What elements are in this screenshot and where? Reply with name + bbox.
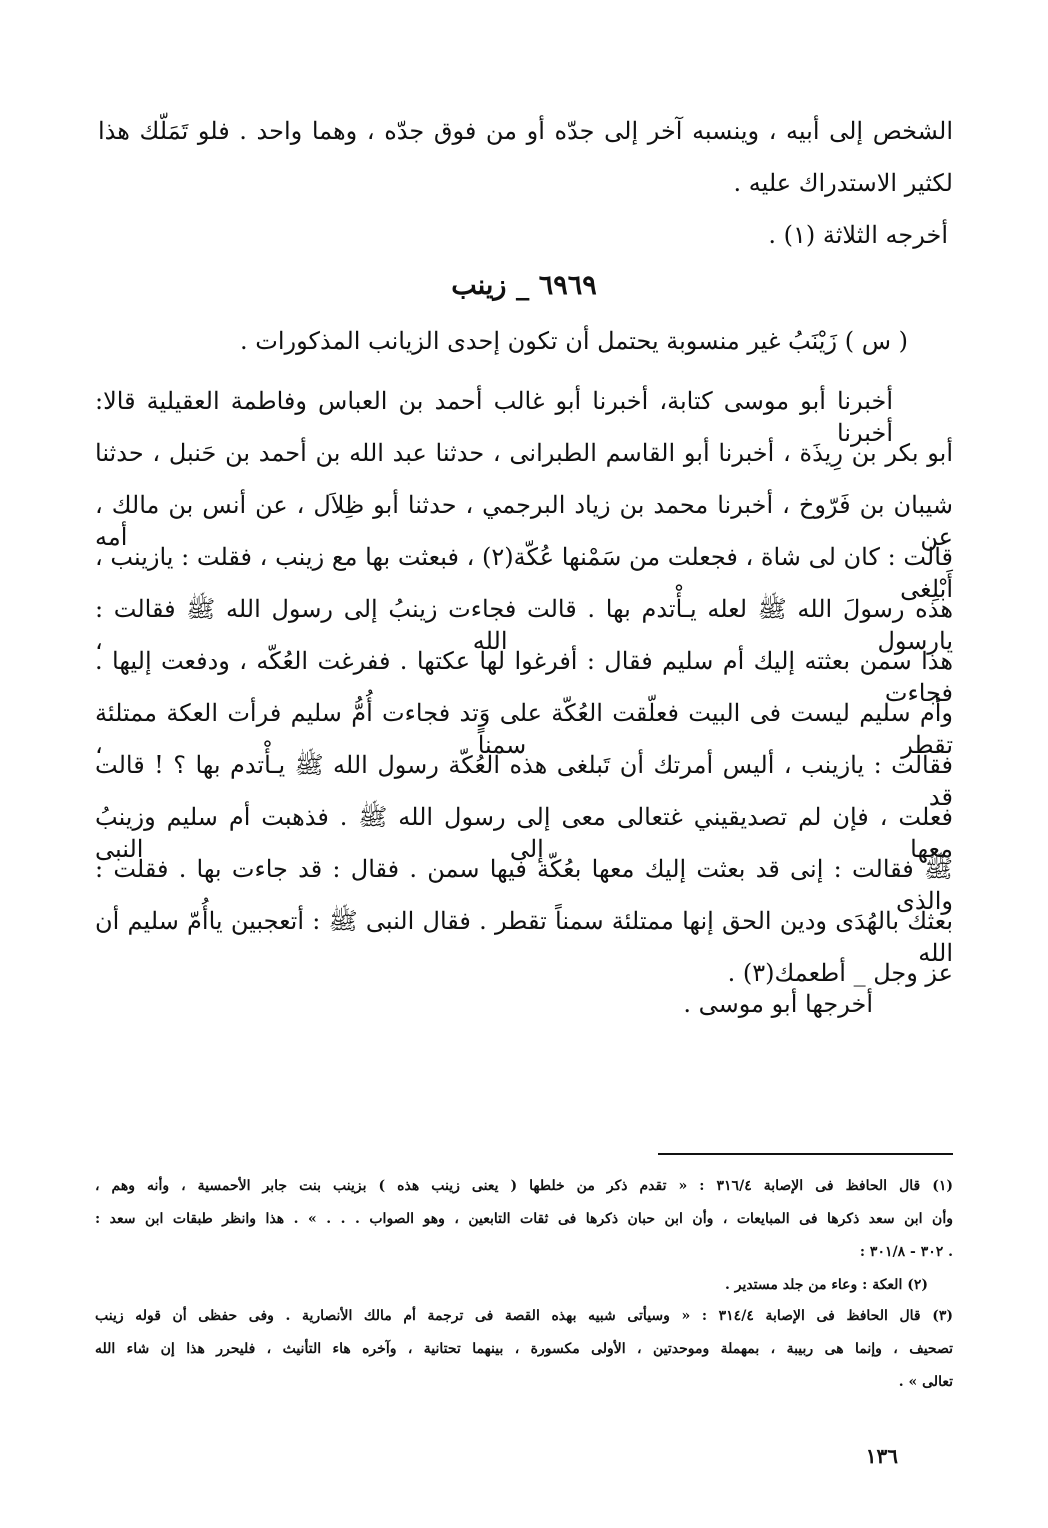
footnote-line: تصحيف ، وإنما هى ربيبة ، بمهملة وموحدتين ، الأولى مكسورة ، بينهما تحتانية ، وآخره هاء التأنيث ، فليحرر هذا إن شاء الله bbox=[95, 1341, 953, 1357]
intro-line-2: لكثير الاستدراك عليه . bbox=[733, 169, 953, 197]
footnote-line: . ٣٠٢ - ٣٠١/٨ : bbox=[859, 1244, 953, 1260]
footnote-line: (٣) قال الحافظ فى الإصابة ٣١٤/٤ : « وسيأتى شبيه بهذه القصة فى ترجمة أم مالك الأنصارية . وفى حفظى أن قوله زينب bbox=[95, 1308, 953, 1324]
body-line: قالت : كان لى شاة ، فجعلت من سَمْنها عُكّة(٢) ، فبعثت بها مع زينب ، فقلت : يازينب ، أَبْلِغى bbox=[95, 543, 953, 603]
body-line: أخبرنا أبو موسى كتابة، أخبرنا أبو غالب أحمد بن العباس وفاطمة العقيلية قالا: أخبرنا bbox=[95, 387, 893, 447]
body-line: أبو بكر بن رِيذَة ، أخبرنا أبو القاسم الطبرانى ، حدثنا عبد الله بن أحمد بن حَنبل ، حدثنا bbox=[95, 439, 953, 467]
footnote-line: (١) قال الحافظ فى الإصابة ٣١٦/٤ : « تقدم ذكر من خلطها ( يعنى زينب هذه ) بزينب بنت جابر الأحمسية ، وأنه وهم ، bbox=[95, 1178, 954, 1194]
body-line: وأم سليم ليست فى البيت فعلّقت العُكّة على وَتد فجاءت أُمُّ سليم فرأت العكة ممتلئة تقطر سمناً ، bbox=[95, 699, 953, 759]
footnote-line: وأن ابن سعد ذكرها فى المبايعات ، وأن ابن حبان ذكرها فى ثقات التابعين ، وهو الصواب . . . » . هذا وانظر طبقات ابن سعد : bbox=[95, 1211, 953, 1227]
body-line: فعلت ، فإن لم تصديقيني غتعالى معى إلى رسول الله ﷺ . فذهبت أم سليم وزينبُ معها إلى النبى bbox=[95, 803, 953, 863]
footnote-line: تعالى » . bbox=[898, 1374, 953, 1390]
closing-line: أخرجها أبو موسى . bbox=[683, 990, 873, 1018]
footnote-line: (٢) العكة : وعاء من جلد مستدير . bbox=[724, 1277, 928, 1293]
body-line: هذا سمن بعثته إليك أم سليم فقال : أفرغوا لها عكتها . ففرغت العُكّه ، ودفعت إليها . فجاءت bbox=[95, 647, 953, 707]
body-line: بعثك بالهُدَى ودين الحق إنها ممتلئة سمناً تقطر . فقال النبى ﷺ : أتعجبين ياأُمّ سليم أن الله bbox=[95, 907, 953, 967]
body-line: فقالت : يازينب ، أليس أمرتك أن تَبلغى هذه العُكّة رسول الله ﷺ يـأْتدم بها ؟ ! قالت قد bbox=[95, 751, 953, 811]
footnote-rule bbox=[658, 1153, 953, 1155]
entry-heading: ٦٩٦٩ _ زينب bbox=[451, 270, 597, 301]
intro-line-3: أخرجه الثلاثة (١) . bbox=[768, 221, 948, 249]
intro-line-1: الشخص إلى أبيه ، وينسبه آخر إلى جدّه أو من فوق جدّه ، وهما واحد . فلو تَمَلّك هذا bbox=[98, 117, 953, 145]
body-line: ﷺ فقالت : إنى قد بعثت إليك معها بعُكّة فيها سمن . فقال : قد جاءت بها . فقلت : والذى bbox=[95, 855, 953, 915]
body-line: شيبان بن فَرّوخ ، أخبرنا محمد بن زياد البرجمي ، حدثنا أبو ظِلاَل ، عن أنس بن مالك ، عن أمه bbox=[95, 491, 953, 551]
body-line: عز وجل _ أطعمك(٣) . bbox=[727, 959, 953, 987]
page-number: ١٣٦ bbox=[865, 1444, 898, 1468]
entry-intro: ( س ) زَيْنَبُ غير منسوبة يحتمل أن تكون إحدى الزيانب المذكورات . bbox=[240, 327, 908, 355]
body-line: هذه رسولَ الله ﷺ لعله يـأْتدم بها . قالت فجاءت زينبُ إلى رسول الله ﷺ فقالت : يارسول الله ، bbox=[95, 595, 953, 655]
